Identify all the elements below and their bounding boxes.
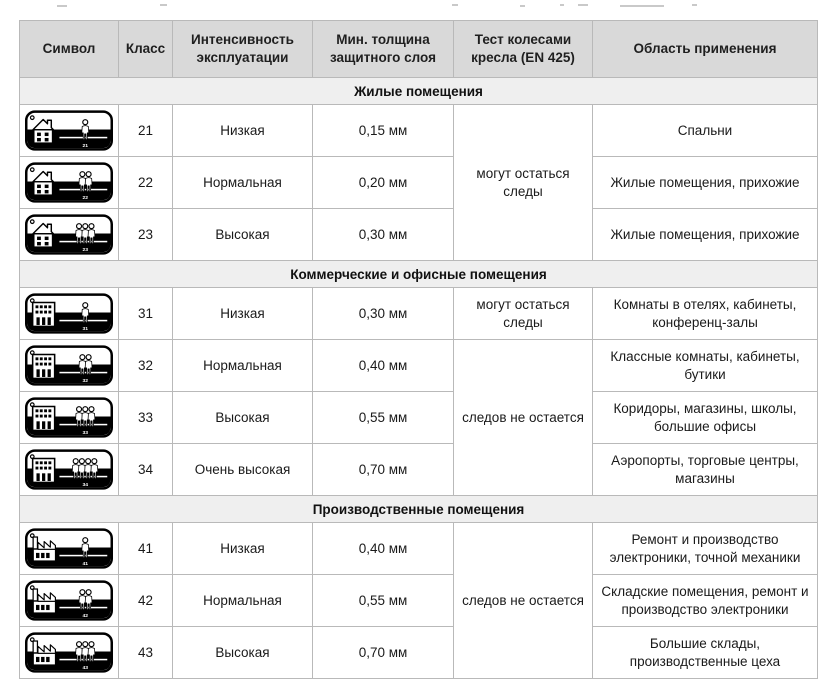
test-result-residential: могут остаться следы xyxy=(454,105,593,261)
table-row-class-33 xyxy=(20,392,818,444)
cropped-text-artifact xyxy=(520,5,525,7)
class-31-thickness: 0,30 мм xyxy=(313,288,454,340)
class-41-symbol-cell xyxy=(20,523,119,575)
svg-text:23: 23 xyxy=(82,248,89,254)
class-33-application: Коридоры, магазины, школы, большие офисы xyxy=(593,392,818,444)
column-header-symbol: Символ xyxy=(20,21,119,78)
cropped-text-artifact xyxy=(57,5,67,7)
class-23-symbol-cell xyxy=(20,209,119,261)
table-row-class-43 xyxy=(20,627,818,679)
cropped-text-artifact xyxy=(620,5,664,7)
class-43-thickness: 0,70 мм xyxy=(313,627,454,679)
section-title-residential: Жилые помещения xyxy=(20,78,818,105)
floor-class-table xyxy=(19,20,818,679)
class-41-number: 41 xyxy=(119,523,173,575)
class-22-thickness: 0,20 мм xyxy=(313,157,454,209)
class-43-symbol-cell xyxy=(20,627,119,679)
table-header-row xyxy=(20,21,818,78)
test-result-class-31: могут остаться следы xyxy=(454,288,593,340)
cropped-text-artifact xyxy=(452,4,458,6)
class-34-number: 34 xyxy=(119,444,173,496)
table-row-class-42 xyxy=(20,575,818,627)
column-header-class: Класс xyxy=(119,21,173,78)
class-31-intensity: Низкая xyxy=(173,288,313,340)
section-row-industrial xyxy=(20,496,818,523)
section-title-industrial: Производственные помещения xyxy=(20,496,818,523)
class-34-thickness: 0,70 мм xyxy=(313,444,454,496)
cropped-text-artifact xyxy=(578,4,588,6)
class-34-symbol-cell xyxy=(20,444,119,496)
class-42-application: Складские помещения, ремонт и производство электроники xyxy=(593,575,818,627)
cropped-text-artifact xyxy=(560,4,564,6)
class-31-application: Комнаты в отелях, кабинеты, конференц-залы xyxy=(593,288,818,340)
class-42-symbol-cell xyxy=(20,575,119,627)
class-41-pictogram-icon xyxy=(25,528,113,569)
class-32-number: 32 xyxy=(119,340,173,392)
table-row-class-41 xyxy=(20,523,818,575)
class-31-number: 31 xyxy=(119,288,173,340)
svg-text:43: 43 xyxy=(82,666,89,672)
test-result-commercial-32-34: следов не остается xyxy=(454,340,593,496)
class-21-application: Спальни xyxy=(593,105,818,157)
class-32-application: Классные комнаты, кабинеты, бутики xyxy=(593,340,818,392)
class-41-application: Ремонт и производство электроники, точной механики xyxy=(593,523,818,575)
table-row-class-34 xyxy=(20,444,818,496)
class-33-number: 33 xyxy=(119,392,173,444)
cropped-text-artifact xyxy=(160,4,167,6)
class-42-intensity: Нормальная xyxy=(173,575,313,627)
svg-text:32: 32 xyxy=(82,379,89,385)
column-header-application: Область применения xyxy=(593,21,818,78)
class-22-number: 22 xyxy=(119,157,173,209)
class-43-intensity: Высокая xyxy=(173,627,313,679)
class-23-pictogram-icon xyxy=(25,214,113,255)
test-result-industrial: следов не остается xyxy=(454,523,593,679)
section-title-commercial: Коммерческие и офисные помещения xyxy=(20,261,818,288)
section-row-residential xyxy=(20,78,818,105)
class-22-symbol-cell xyxy=(20,157,119,209)
class-34-intensity: Очень высокая xyxy=(173,444,313,496)
class-21-pictogram-icon xyxy=(25,110,113,151)
class-33-thickness: 0,55 мм xyxy=(313,392,454,444)
class-43-pictogram-icon xyxy=(25,632,113,673)
class-21-number: 21 xyxy=(119,105,173,157)
svg-text:41: 41 xyxy=(82,562,89,568)
class-22-intensity: Нормальная xyxy=(173,157,313,209)
column-header-test: Тест колесами кресла (EN 425) xyxy=(454,21,593,78)
class-21-intensity: Низкая xyxy=(173,105,313,157)
svg-text:22: 22 xyxy=(82,196,89,202)
class-22-pictogram-icon xyxy=(25,162,113,203)
class-43-application: Большие склады, производственные цеха xyxy=(593,627,818,679)
svg-text:34: 34 xyxy=(82,483,89,489)
svg-text:31: 31 xyxy=(82,327,89,333)
class-34-pictogram-icon xyxy=(25,449,113,490)
class-42-number: 42 xyxy=(119,575,173,627)
class-43-number: 43 xyxy=(119,627,173,679)
section-row-commercial xyxy=(20,261,818,288)
class-23-application: Жилые помещения, прихожие xyxy=(593,209,818,261)
class-41-intensity: Низкая xyxy=(173,523,313,575)
column-header-thickness: Мин. толщина защитного слоя xyxy=(313,21,454,78)
class-23-number: 23 xyxy=(119,209,173,261)
class-32-pictogram-icon xyxy=(25,345,113,386)
table-row-class-23 xyxy=(20,209,818,261)
cropped-text-artifact xyxy=(692,4,697,6)
class-22-application: Жилые помещения, прихожие xyxy=(593,157,818,209)
class-42-thickness: 0,55 мм xyxy=(313,575,454,627)
class-32-symbol-cell xyxy=(20,340,119,392)
table-row-class-31 xyxy=(20,288,818,340)
class-21-thickness: 0,15 мм xyxy=(313,105,454,157)
class-23-intensity: Высокая xyxy=(173,209,313,261)
column-header-intensity: Интенсивность эксплуатации xyxy=(173,21,313,78)
class-34-application: Аэропорты, торговые центры, магазины xyxy=(593,444,818,496)
class-32-intensity: Нормальная xyxy=(173,340,313,392)
svg-text:42: 42 xyxy=(82,614,89,620)
class-41-thickness: 0,40 мм xyxy=(313,523,454,575)
svg-text:21: 21 xyxy=(82,144,89,150)
class-42-pictogram-icon xyxy=(25,580,113,621)
class-33-intensity: Высокая xyxy=(173,392,313,444)
table-row-class-22 xyxy=(20,157,818,209)
class-33-symbol-cell xyxy=(20,392,119,444)
floor-class-table-container xyxy=(19,20,818,679)
class-31-symbol-cell xyxy=(20,288,119,340)
table-row-class-32 xyxy=(20,340,818,392)
svg-text:33: 33 xyxy=(82,431,89,437)
table-row-class-21 xyxy=(20,105,818,157)
class-33-pictogram-icon xyxy=(25,397,113,438)
class-32-thickness: 0,40 мм xyxy=(313,340,454,392)
class-31-pictogram-icon xyxy=(25,293,113,334)
class-23-thickness: 0,30 мм xyxy=(313,209,454,261)
class-21-symbol-cell xyxy=(20,105,119,157)
